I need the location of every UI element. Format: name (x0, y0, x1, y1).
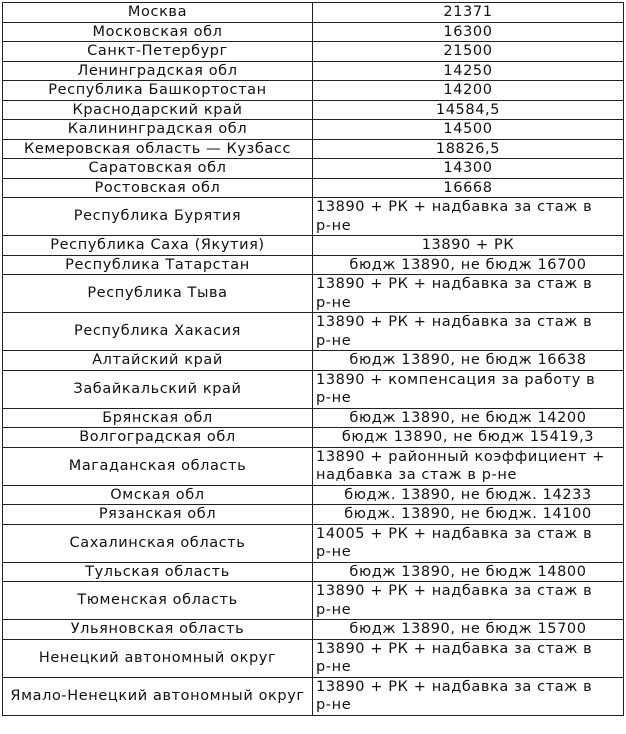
salary-cell (313, 159, 624, 179)
salary-cell (313, 61, 624, 81)
salary-line: 14250 (443, 62, 493, 79)
region-cell: Волгоградская обл (3, 428, 313, 448)
salary-line: 16300 (443, 23, 493, 40)
salary-cell (313, 505, 624, 525)
salary-line: 13890 + РК + надбавка за стаж в (316, 640, 593, 657)
region-cell: Ленинградская обл (3, 61, 313, 81)
salary-line: бюдж 13890, не бюдж 16638 (349, 352, 587, 368)
table-row (3, 428, 624, 448)
salary-line: бюдж. 13890, не бюдж. 14100 (344, 506, 592, 522)
salary-cell (313, 178, 624, 198)
salary-line: р-не (316, 294, 352, 311)
salary-cell (313, 100, 624, 120)
salary-line: 14200 (443, 82, 493, 98)
region-cell: Республика Башкортостан (3, 81, 313, 101)
table-row (3, 505, 624, 525)
salary-line: 14005 + РК + надбавка за стаж в (316, 525, 593, 542)
salary-line: 13890 + РК + надбавка за стаж в (316, 276, 593, 292)
table-row (3, 100, 624, 120)
region-cell: Тульская область (3, 562, 313, 582)
region-cell: Республика Хакасия (3, 313, 313, 351)
region-cell: Рязанская обл (3, 505, 313, 525)
region-cell: Ростовская обл (3, 178, 313, 198)
table-row (3, 620, 624, 640)
salary-line: 16668 (443, 179, 493, 196)
region-cell: Омская обл (3, 485, 313, 505)
table-row (3, 524, 624, 562)
salary-line: 13890 + РК + надбавка за стаж в (316, 199, 593, 215)
table-body (3, 3, 624, 716)
salary-line: 13890 + РК (421, 237, 515, 253)
salary-line: 21371 (443, 4, 493, 20)
region-cell: Республика Саха (Якутия) (3, 236, 313, 256)
region-cell: Республика Бурятия (3, 198, 313, 236)
table-row (3, 582, 624, 620)
region-cell: Калининградская обл (3, 120, 313, 140)
salary-cell (313, 81, 624, 101)
table-row (3, 408, 624, 428)
salary-line: 14500 (443, 121, 493, 137)
salary-line: р-не (316, 390, 352, 406)
region-cell: Краснодарский край (3, 100, 313, 120)
table-row (3, 275, 624, 313)
salary-cell (313, 313, 624, 351)
table-row (3, 42, 624, 62)
salary-line: 18826,5 (435, 140, 501, 157)
salary-cell (313, 139, 624, 159)
salary-cell (313, 677, 624, 715)
table-row (3, 61, 624, 81)
salary-line: бюдж 13890, не бюдж 14200 (349, 409, 587, 426)
region-cell: Ямало-Ненецкий автономный округ (3, 677, 313, 715)
salary-cell (313, 120, 624, 140)
table-row (3, 22, 624, 42)
salary-cell (313, 198, 624, 236)
salary-cell (313, 3, 624, 23)
salary-cell (313, 562, 624, 582)
salary-line: 13890 + районный коэффициент + (316, 448, 606, 465)
salary-cell (313, 275, 624, 313)
region-cell: Алтайский край (3, 351, 313, 371)
salary-line: 13890 + РК + надбавка за стаж в (316, 314, 593, 330)
salary-line: 14584,5 (435, 101, 501, 118)
region-cell: Кемеровская область — Кузбасс (3, 139, 313, 159)
salary-line: 21500 (443, 43, 493, 59)
salary-line: 13890 + РК + надбавка за стаж в (316, 583, 593, 599)
salary-line: бюдж 13890, не бюдж 14800 (349, 563, 587, 580)
table-row (3, 677, 624, 715)
salary-line: р-не (316, 659, 352, 675)
region-cell: Забайкальский край (3, 370, 313, 408)
regions-salary-table (2, 2, 624, 716)
salary-cell (313, 370, 624, 408)
table-row (3, 485, 624, 505)
salary-cell (313, 620, 624, 640)
salary-cell (313, 236, 624, 256)
table-row (3, 120, 624, 140)
table-row (3, 159, 624, 179)
salary-cell (313, 351, 624, 371)
table-row (3, 198, 624, 236)
table-row (3, 178, 624, 198)
salary-line: бюдж 13890, не бюдж 15700 (349, 621, 587, 637)
region-cell: Сахалинская область (3, 524, 313, 562)
table-row (3, 370, 624, 408)
salary-cell (313, 22, 624, 42)
salary-cell (313, 255, 624, 275)
salary-cell (313, 42, 624, 62)
table-row (3, 139, 624, 159)
salary-cell (313, 524, 624, 562)
table-row (3, 562, 624, 582)
salary-line: надбавка за стаж в р-не (316, 467, 517, 483)
salary-line: р-не (316, 697, 352, 713)
salary-line: бюдж. 13890, не бюдж. 14233 (344, 486, 592, 503)
region-cell: Ульяновская область (3, 620, 313, 640)
table-row (3, 447, 624, 485)
region-cell: Брянская обл (3, 408, 313, 428)
region-cell: Ненецкий автономный округ (3, 639, 313, 677)
table-row (3, 3, 624, 23)
region-cell: Саратовская обл (3, 159, 313, 179)
table-row (3, 236, 624, 256)
salary-line: р-не (316, 332, 352, 349)
table-row (3, 639, 624, 677)
region-cell: Санкт-Петербург (3, 42, 313, 62)
salary-cell (313, 447, 624, 485)
region-cell: Магаданская область (3, 447, 313, 485)
salary-cell (313, 639, 624, 677)
salary-cell (313, 485, 624, 505)
table-row (3, 81, 624, 101)
region-cell: Республика Татарстан (3, 255, 313, 275)
region-cell: Республика Тыва (3, 275, 313, 313)
table-row (3, 351, 624, 371)
salary-cell (313, 582, 624, 620)
salary-cell (313, 408, 624, 428)
salary-line: р-не (316, 544, 352, 560)
salary-line: 13890 + компенсация за работу в (316, 371, 596, 388)
region-cell: Москва (3, 3, 313, 23)
salary-line: р-не (316, 217, 352, 234)
salary-line: 13890 + РК + надбавка за стаж в (316, 678, 593, 695)
region-cell: Тюменская область (3, 582, 313, 620)
salary-cell (313, 428, 624, 448)
salary-line: бюдж 13890, не бюдж 15419,3 (341, 429, 595, 445)
region-cell: Московская обл (3, 22, 313, 42)
table-row (3, 313, 624, 351)
salary-line: бюдж 13890, не бюдж 16700 (349, 256, 587, 273)
salary-line: р-не (316, 601, 352, 618)
salary-line: 14300 (443, 160, 493, 176)
table-row (3, 255, 624, 275)
